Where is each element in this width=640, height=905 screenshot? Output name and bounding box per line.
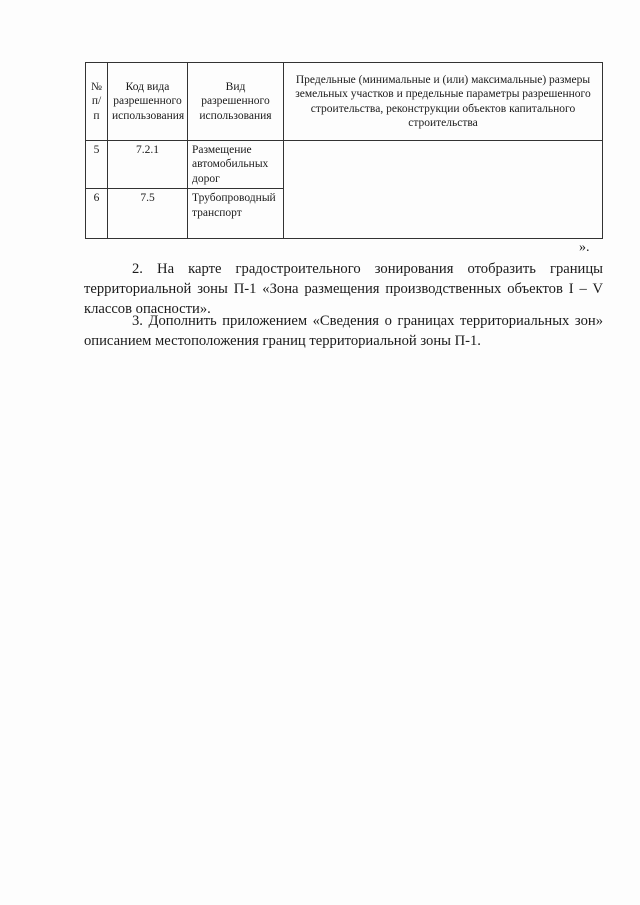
row-use: Трубопроводный транспорт: [188, 189, 284, 239]
header-use: Вид разрешенного использования: [188, 63, 284, 141]
row-code: 7.5: [108, 189, 188, 239]
permitted-use-table: [85, 62, 603, 239]
row-limits-cell: [284, 141, 603, 239]
header-code: Код вида разрешенного использования: [108, 63, 188, 141]
table-header-row: [86, 63, 603, 141]
row-code: 7.2.1: [108, 141, 188, 189]
paragraph-3: 3. Дополнить приложением «Сведения о границах территориальных зон» описанием местоположения границ территориальной зоны П-1.: [84, 313, 603, 349]
row-num: 6: [86, 189, 108, 239]
paragraph-2: 2. На карте градостроительного зонирования отобразить границы территориальной зоны П-1 «Зона размещения производственных объектов I – V классов опасности».: [84, 261, 603, 317]
closing-quote: ».: [579, 240, 590, 255]
table-row: [86, 141, 603, 189]
row-num: 5: [86, 141, 108, 189]
header-limits: Предельные (минимальные и (или) максимальные) размеры земельных участков и предельные параметры разрешенного строительства, реконструкции объектов капитального строительства: [284, 63, 603, 141]
header-num: № п/п: [86, 63, 108, 141]
row-use: Размещение автомобильных дорог: [188, 141, 284, 189]
